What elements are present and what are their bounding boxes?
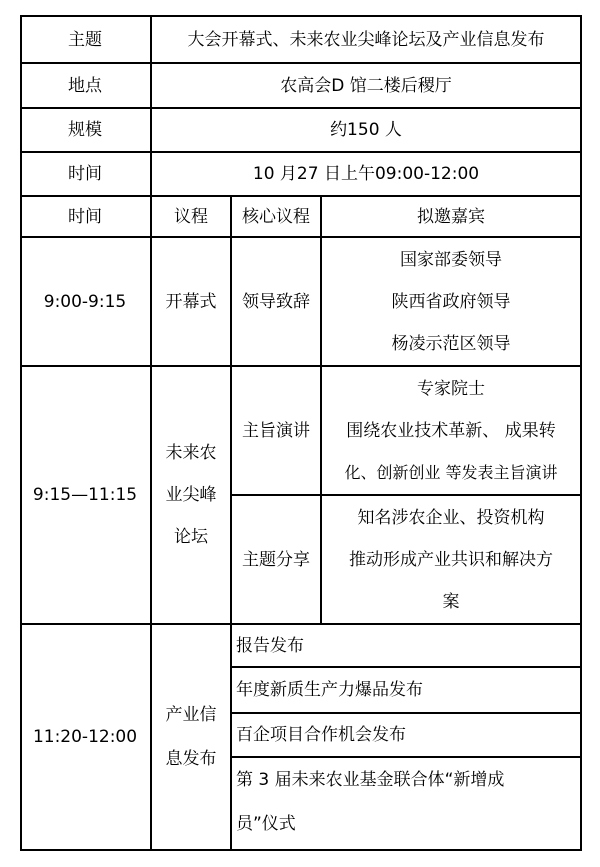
guest-line: 化、创新创业 等发表主旨演讲 xyxy=(344,462,558,482)
item-line: 第 3 届未来农业基金联合体“新增成 xyxy=(236,770,505,790)
value-time: 10 月27 日上午09:00-12:00 xyxy=(252,164,480,184)
label-venue: 地点 xyxy=(68,75,102,96)
guest-line: 案 xyxy=(442,591,460,612)
section2-sub2-guests xyxy=(322,496,580,623)
label-scale: 规模 xyxy=(68,120,102,140)
agenda-line: 产业信 xyxy=(165,705,217,725)
agenda-line: 论坛 xyxy=(174,527,208,547)
guest-line: 知名涉农企业、投资机构 xyxy=(357,507,545,528)
section3-item-cooperation: 百企项目合作机会发布 xyxy=(236,725,406,745)
agenda-line: 未来农 xyxy=(165,443,217,463)
guest-line: 国家部委领导 xyxy=(400,249,502,270)
section2-time: 9:15—11:15 xyxy=(32,485,138,505)
section3-agenda xyxy=(152,625,230,849)
header-agenda: 议程 xyxy=(174,206,208,227)
item-line: 员”仪式 xyxy=(236,814,296,834)
label-time: 时间 xyxy=(68,164,102,184)
agenda-line: 息发布 xyxy=(165,749,217,769)
guest-line: 专家院士 xyxy=(417,378,485,399)
agenda-table xyxy=(20,15,582,851)
section2-agenda xyxy=(152,367,230,623)
header-time: 时间 xyxy=(68,206,102,227)
header-guests: 拟邀嘉宾 xyxy=(417,206,485,227)
guest-line: 推动形成产业共识和解决方 xyxy=(349,549,553,570)
section2-sub1-guests xyxy=(322,367,580,494)
label-theme: 主题 xyxy=(68,29,102,50)
guest-line: 陕西省政府领导 xyxy=(391,291,511,312)
section3-item-report: 报告发布 xyxy=(236,635,304,656)
section2-sub2-core: 主题分享 xyxy=(242,549,310,570)
section1-core: 领导致辞 xyxy=(242,291,310,312)
agenda-line: 业尖峰 xyxy=(165,485,217,505)
section1-agenda: 开幕式 xyxy=(165,291,217,312)
section1-guests xyxy=(322,238,580,365)
section3-item-product: 年度新质生产力爆品发布 xyxy=(236,680,423,700)
header-core-agenda: 核心议程 xyxy=(242,206,310,227)
guest-line: 杨凌示范区领导 xyxy=(391,333,511,354)
section1-time: 9:00-9:15 xyxy=(43,291,127,312)
value-venue: 农高会D 馆二楼后稷厅 xyxy=(280,75,452,96)
section3-item-fund xyxy=(232,758,580,849)
value-scale: 约150 人 xyxy=(330,120,402,140)
guest-line: 围绕农业技术革新、 成果转 xyxy=(346,420,556,441)
value-theme: 大会开幕式、未来农业尖峰论坛及产业信息发布 xyxy=(187,29,545,50)
section3-time: 11:20-12:00 xyxy=(32,727,138,747)
section2-sub1-core: 主旨演讲 xyxy=(242,420,310,441)
